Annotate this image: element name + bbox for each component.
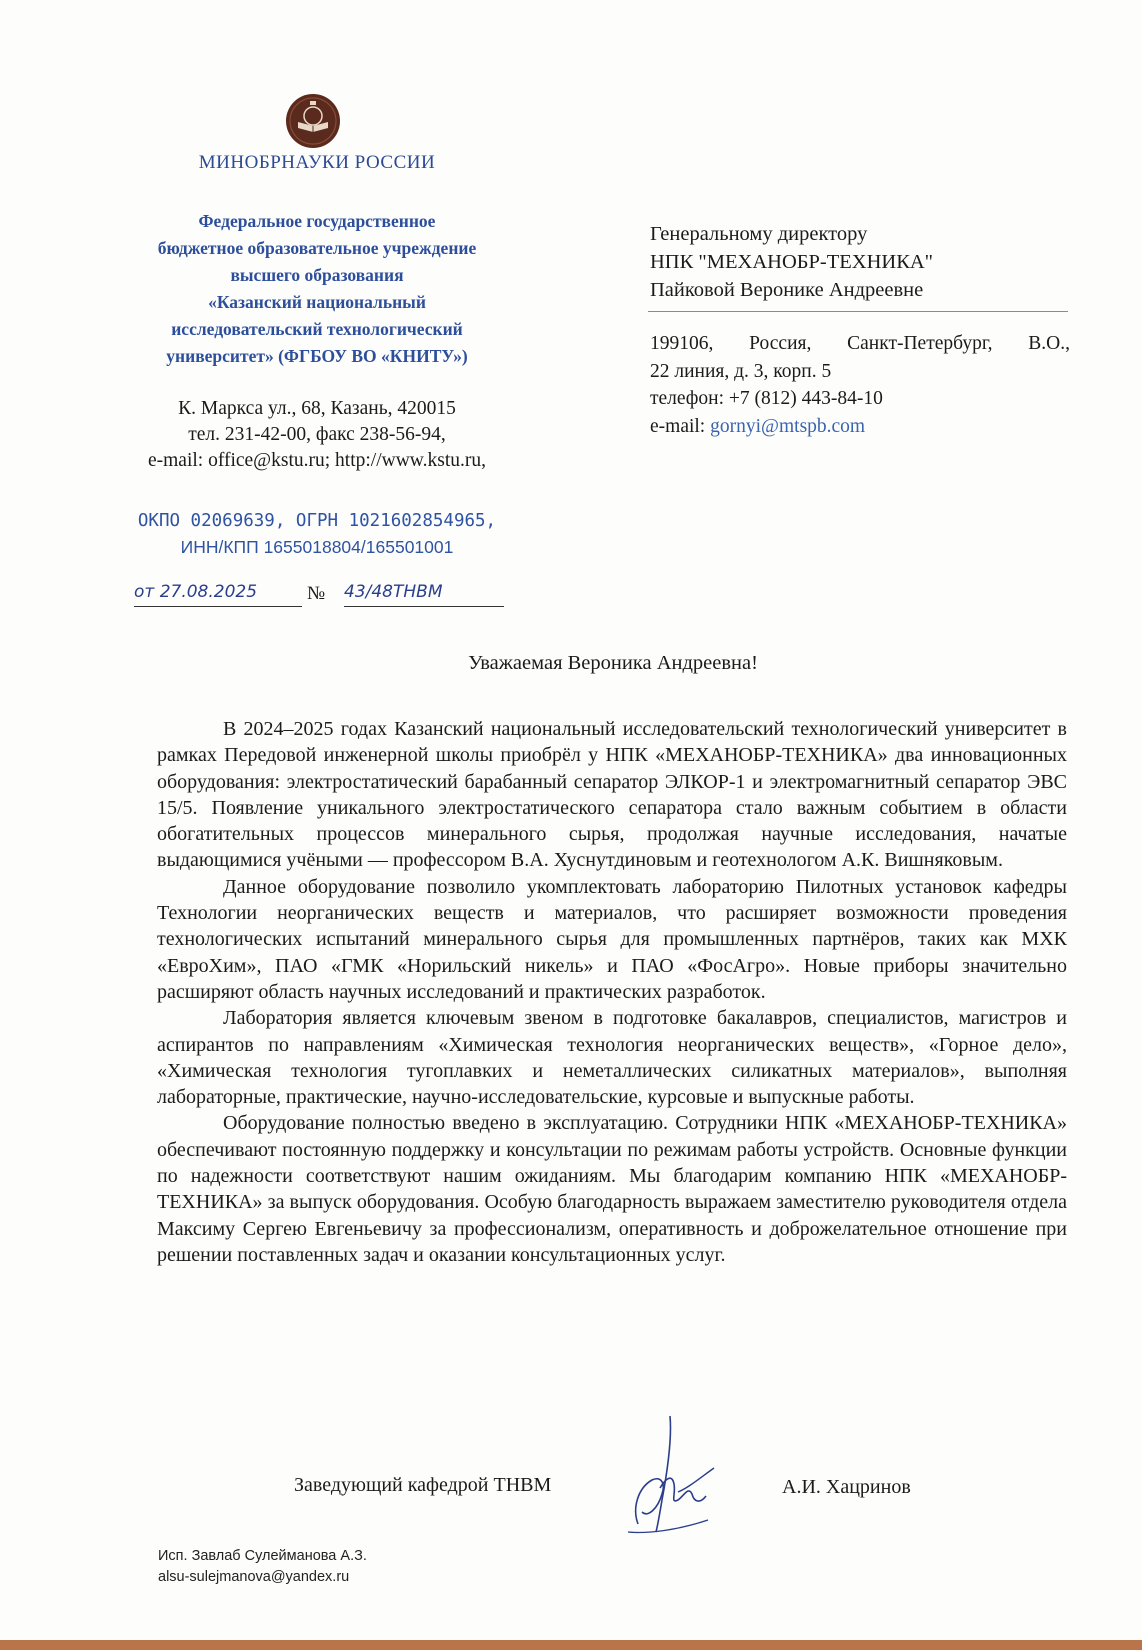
- sender-address: [96, 396, 538, 474]
- recipient-email-link[interactable]: gornyi@mtspb.com: [710, 415, 866, 437]
- executor-email: alsu-sulejmanova@yandex.ru: [158, 1569, 350, 1585]
- outgoing-date: от 27.08.2025: [134, 582, 258, 602]
- inn-kpp: ИНН/КПП 1655018804/165501001: [180, 537, 454, 557]
- org-line: «Казанский национальный: [208, 292, 426, 312]
- recipient-email-line: [650, 413, 1070, 441]
- ministry-name: МИНОБРНАУКИ РОССИИ: [198, 152, 436, 173]
- recipient-address: [650, 330, 1070, 440]
- recipient-address-line: 22 линия, д. 3, корп. 5: [650, 360, 832, 382]
- recipient-position: Генеральному директору: [650, 223, 868, 245]
- okpo-ogrn: ОКПО 02069639, ОГРН 1021602854965,: [137, 511, 497, 531]
- body-paragraph: Оборудование полностью введено в эксплуатацию. Сотрудники НПК «МЕХАНОБР-ТЕХНИКА» обеспечивают постоянную поддержку и консультации по режимам работы устройств. Основные функции по надежности соответствуют нашим ожиданиям. Мы благодарим компанию НПК «МЕХАНОБР-ТЕХНИКА» за выпуск оборудования. Особую благодарность выражаем заместителю руководителя отдела Максиму Сергею Евгеньевичу за профессионализм, оперативность и доброжелательное отношение при решении поставленных задач и оказании консультационных услуг.: [157, 1112, 1067, 1266]
- registration-codes: [82, 508, 552, 560]
- sender-contacts-line: тел. 231-42-00, факс 238-56-94,: [188, 424, 446, 445]
- university-emblem-icon: [284, 92, 342, 150]
- signatory-title: Заведующий кафедрой ТНВМ: [294, 1474, 552, 1496]
- outgoing-number: [134, 580, 504, 610]
- outgoing-reg-number: 43/48ТНВМ: [344, 582, 443, 602]
- body-paragraph: В 2024–2025 годах Казанский национальный исследовательский технологический университет в рамках Передовой инженерной школы приобрёл у НПК «МЕХАНОБР-ТЕХНИКА» два инновационных оборудования: электростатический барабанный сепаратор ЭЛКОР-1 и электромагнитный сепаратор ЭВС 15/5. Появление уникального электростатического сепаратора стало важным событием в области обогатительных процессов минерального сырья, продолжая научные исследования, начатые выдающимися учёными — профессором В.А. Хуснутдиновым и геотехнологом А.К. Вишняковым.: [157, 718, 1067, 872]
- date-underline: [134, 606, 302, 607]
- number-sign: №: [307, 583, 326, 604]
- org-line: университет» (ФГБОУ ВО «КНИТУ»): [166, 346, 468, 366]
- recipient-block: [650, 220, 1070, 304]
- salutation: Уважаемая Вероника Андреевна!: [468, 652, 758, 674]
- sender-address-line: К. Маркса ул., 68, Казань, 420015: [178, 398, 456, 419]
- org-line: Федеральное государственное: [198, 211, 436, 231]
- number-underline: [344, 606, 504, 607]
- recipient-divider: [648, 311, 1068, 312]
- executor-name: Исп. Завлаб Сулейманова А.З.: [158, 1548, 367, 1564]
- body-paragraph: Лаборатория является ключевым звеном в подготовке бакалавров, специалистов, магистров и аспирантов по направлениям «Химическая технология неорганических веществ», «Горное дело», «Химическая технология тугоплавких и неметаллических силикатных материалов», выполняя лабораторные, практические, научно-исследовательские, курсовые и выпускные работы.: [157, 1007, 1067, 1109]
- recipient-name: Пайковой Веронике Андреевне: [650, 279, 924, 301]
- handwritten-signature-icon: [608, 1408, 758, 1538]
- signatory-name: А.И. Хацринов: [782, 1476, 911, 1498]
- sender-email-line: e-mail: office@kstu.ru; http://www.kstu.ru,: [147, 450, 487, 471]
- body-paragraph: Данное оборудование позволило укомплектовать лабораторию Пилотных установок кафедры Технологии неорганических веществ и материалов, что расширяет возможности проведения технологических испытаний минерального сырья для промышленных партнёров, таких как МХК «ЕвроХим», ПАО «ГМК «Норильский никель» и ПАО «ФосАгро». Новые приборы значительно расширяют область научных исследований и практических разработок.: [157, 875, 1067, 1003]
- org-line: бюджетное образовательное учреждение: [157, 238, 477, 258]
- recipient-phone: телефон: +7 (812) 443-84-10: [650, 388, 883, 409]
- scan-bottom-edge: [0, 1640, 1142, 1650]
- org-line: исследовательский технологический: [171, 319, 463, 339]
- letter-body: [157, 716, 1067, 1268]
- recipient-address-line: 199106, Россия, Санкт-Петербург, В.О.,: [650, 333, 1070, 354]
- email-label: e-mail:: [650, 415, 711, 437]
- recipient-company: НПК "МЕХАНОБР-ТЕХНИКА": [650, 251, 934, 273]
- executor-info: [158, 1546, 367, 1588]
- org-line: высшего образования: [230, 265, 404, 285]
- organization-name: [96, 208, 538, 370]
